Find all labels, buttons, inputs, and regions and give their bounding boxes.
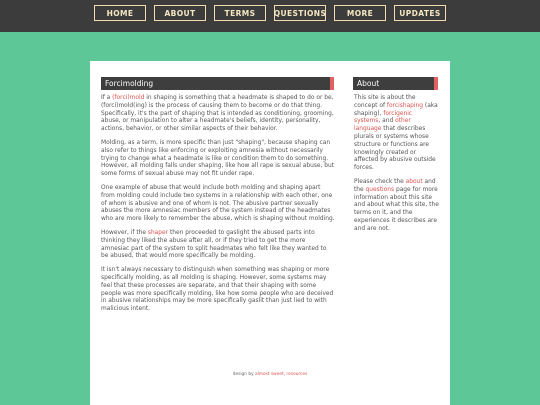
sidebar-header <box>353 77 438 90</box>
main-article <box>101 95 335 320</box>
footer-credit: design by almost sweet, resources <box>232 372 308 377</box>
content-card <box>90 61 450 405</box>
paragraph-1: If a (forci)mold in shaping is something that a headmate is shaped to do or be, (forci)mold(ing) is the process of causing them to become or do that thing. Specifically, it's the part of shaping that is intended as conditioning, grooming, abuse, or manipulation to alter a headmate's beliefs, identity, personality, actions, behavior, or other similar aspects of their behavior. <box>101 95 334 133</box>
about-link[interactable]: about <box>405 178 423 185</box>
page-title: Forcimolding <box>105 79 154 88</box>
forcigenic-systems-link[interactable]: forcigenic systems <box>354 110 413 125</box>
paragraph-3: One example of abuse that would include both molding and shaping apart from molding could include two systems in a relationship with each other, one of whom is abusive and one of whom is not. The abusive partner sexually abuses the more amnesiac members of the system instead of the headmates who are more likely to remember the abuse, which is shaping without molding. <box>101 184 335 223</box>
shaper-link[interactable]: shaper <box>147 229 169 236</box>
forcishaping-link[interactable]: forcishaping <box>386 102 424 109</box>
header-accent <box>330 77 334 90</box>
sidebar-title: About <box>357 79 380 88</box>
other-language-link[interactable]: other language <box>354 118 411 133</box>
sidebar-about <box>354 95 440 240</box>
nav-more-button[interactable]: MORE <box>334 5 386 21</box>
nav-home-button[interactable]: HOME <box>94 5 146 21</box>
sidebar-paragraph-1: This site is about the concept of forcishaping (aka shaping), forcigenic systems, and other language that describes plurals or systems whose structure or functions are knowingly created or affected by abusive outside forces. <box>354 95 438 172</box>
paragraph-5: It isn't always necessary to distinguish when something was shaping or more specifically molding, as all molding is shaping. However, some systems may feel that these processes are separate, and that their shaping with some people was more specifically molding, like how some people who are deceived in abusive relationships may be more specifically gaslit than just lied to with malicious intent. <box>101 267 334 313</box>
paragraph-2: Molding, as a term, is more specific than just "shaping", because shaping can also refer to things like enforcing or exploiting amnesia without necessarily trying to change what a headmate is like or condition them to do something. However, all molding falls under shaping, like how all rape is sexual abuse, but some forms of sexual abuse may not fit under rape. <box>101 139 335 178</box>
sidebar-header-accent <box>434 77 438 90</box>
top-navigation-bar <box>0 0 540 32</box>
questions-link[interactable]: questions <box>365 186 395 193</box>
nav-questions-button[interactable]: QUESTIONS <box>274 5 326 21</box>
nav-updates-button[interactable]: UPDATES <box>394 5 446 21</box>
almost-sweet-link[interactable]: almost sweet <box>255 372 284 377</box>
sidebar-paragraph-2: Please check the about and the questions page for more information about this site and about what this site, the terms on it, and the experiences it describes are and are not. <box>354 178 439 232</box>
main-section-header <box>101 77 334 90</box>
forcimold-link[interactable]: (forci)mold <box>112 95 145 101</box>
paragraph-4: However, if the shaper then proceeded to gaslight the abused parts into thinking they liked the abuse after all, or if they tried to get the more amnesiac part of the system to split headmates who felt like they wanted to be abused, that would more specifically be molding. <box>101 229 327 260</box>
nav-about-button[interactable]: ABOUT <box>154 5 206 21</box>
resources-link[interactable]: resources <box>286 372 308 377</box>
nav-terms-button[interactable]: TERMS <box>214 5 266 21</box>
